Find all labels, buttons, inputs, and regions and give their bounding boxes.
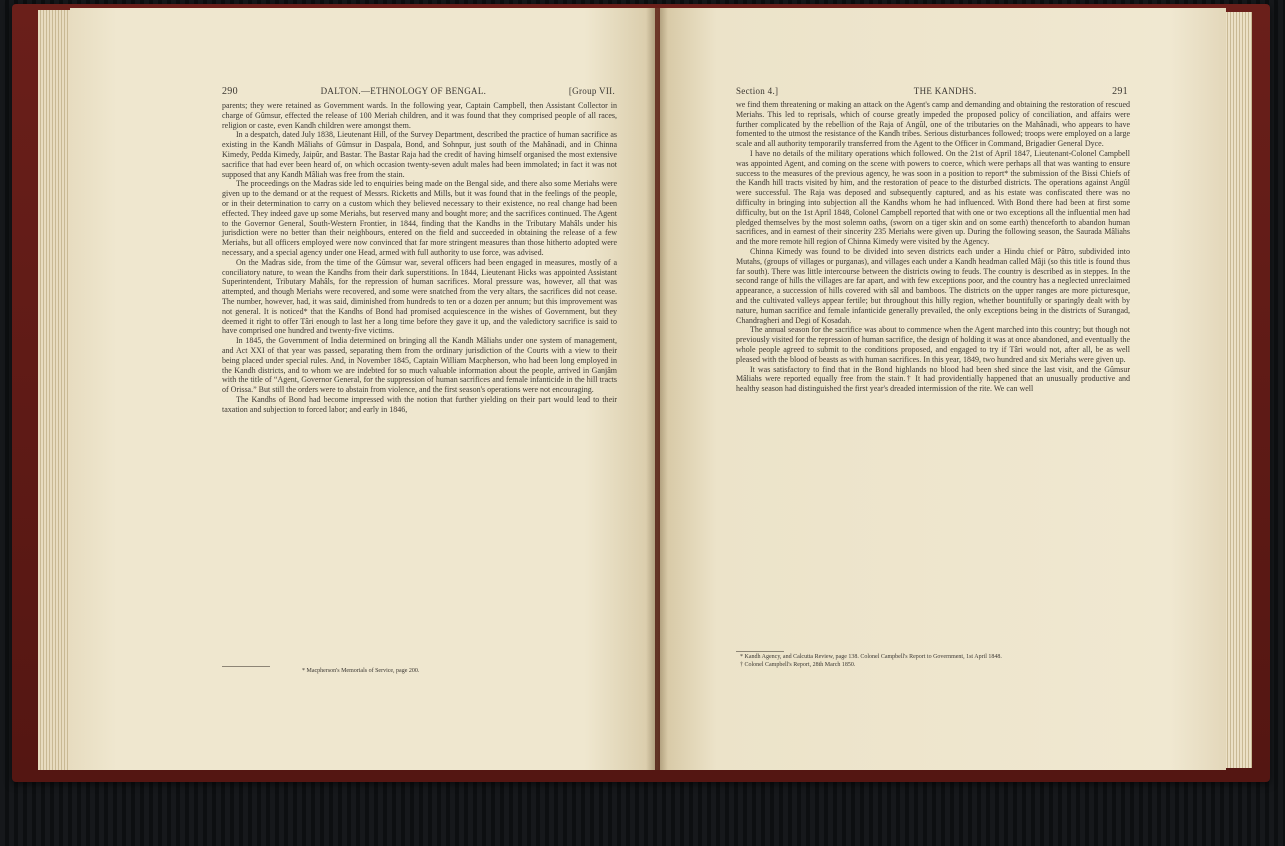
paragraph: It was satisfactory to find that in the Bond highlands no blood had been shed since the last visit, and the Gûmsur Mâliahs were reported equally free from the stain.† It had providentially happened that an unusually productive and healthy season had distinguished the first year's dreaded intermission of the rite. We can well: [736, 364, 1130, 394]
right-running-header: [736, 86, 1128, 97]
left-page-number: 290: [222, 86, 238, 97]
left-section-tag: [Group VII.: [568, 86, 615, 96]
footnote: * Kandh Agency, and Calcutta Review, page 138. Colonel Campbell's Report to Government, 1st April 1848.: [740, 654, 1002, 660]
book-gutter: [646, 8, 668, 770]
footnote-rule: [222, 666, 270, 667]
paragraph: On the Madras side, from the time of the Gûmsur war, several officers had been engaged in measures, mostly of a conciliatory nature, to wean the Kandhs from their dark superstitions. In 1844, Lieutenant Hicks was appointed Assistant Superintendent, Tributary Mahâls, for the repression of human sacrifices. Moral pressure was, however, all that was attempted, and though Meriahs were recovered, and some were snatched from the very altars, the sacrifices did not cease. The number, however, had, it was said, diminished from hundreds to ten or a dozen per annum; but this improvement was not general. It is noticed* that the Kandhs of Bond had promised acquiescence in the wishes of Government, but they deemed it right to offer Târi enough to last her a long time before they gave it up, and the valedictory sacrifice is said to have comprised one hundred and twenty-five victims.: [222, 257, 617, 336]
paragraph: The annual season for the sacrifice was about to commence when the Agent marched into this country; but though not previously visited for the repression of human sacrifice, the design of holding it was at once abandoned, and eventually the whole people agreed to submit to the conditions proposed, and engaged to try if Târi would not, after all, be as well pleased with the blood of beasts as with human sacrifices. In this year, 1849, two hundred and six Meriahs were given up.: [736, 325, 1130, 364]
right-body-text: [736, 100, 1130, 660]
footnote: * Macpherson's Memorials of Service, page 200.: [302, 668, 420, 674]
paragraph: In 1845, the Government of India determined on bringing all the Kandh Mâliahs under one system of management, and Act XXI of that year was passed, separating them from the ordinary jurisdiction of the Courts with a view to their being placed under special rules. And, in November 1845, Captain William Macpherson, who had been long employed in the Kandh districts, and to whom we are indebted for so much valuable information about the people, arrived in Ganjâm with the title of “Agent, Governor General, for the suppression of human sacrifices and female infanticide in the hill tracts of Orissa.” But still the orders were to abstain from violence, and the first season's operations were not encouraging.: [222, 336, 617, 395]
paragraph: Chinna Kimedy was found to be divided into seven districts each under a Hindu chief or Pâtro, subdivided into Mutahs, (groups of villages or purganas), and villages each under a Kandh headman called Mâji (so this title is found thus far south). There was little intercourse between the districts owing to feuds. The country is described as in steppes. In the second range of hills the villages are far apart, and with few exceptions poor, and the country has a neglected unreclaimed appearance, a succession of hills covered with sâl and bamboos. The districts on the upper ranges are more picturesque, and the cultivated valleys appear fertile; but throughout this hilly region, whether bountifully or sparingly dealt with by nature, human sacrifice and female infanticide generally prevailed, the only exceptions being in the districts of Surangad, Chandragheri and Degi of Kosadah.: [736, 246, 1130, 325]
right-section-tag: Section 4.]: [736, 86, 779, 96]
page-edges-left: [38, 10, 72, 770]
right-page-number: 291: [1112, 86, 1128, 97]
left-running-header: [222, 86, 615, 97]
right-running-head: THE KANDHS.: [913, 86, 977, 96]
footnote-rule: [736, 651, 784, 652]
paragraph: I have no details of the military operations which followed. On the 21st of April 1847, Lieutenant-Colonel Campbell was appointed Agent, and coming on the scene with powers to coerce, which were perhaps all that was wanting to ensure success to the measures of the previous agency, he was soon in a position to report* the submission of the Bissi Chiefs of the Kandh hill tracts visited by him, and the restoration of peace to the disturbed districts. The operations against Angûl were successful. The Raja was deposed and subsequently captured, and as his estate was confiscated there was no difficulty in bringing into subjection all the Kandhs whom he had influenced. With Bond there had been at first some difficulty, but on the 1st April 1848, Colonel Campbell reported that with one or two exceptions all the influential men had pledged themselves by the most solemn oaths, (sworn on a tiger skin and on some earth) thenceforth to abandon human sacrifices, and in earnest of their sincerity 235 Meriahs were given up. During the following season, the Saurada Mâliahs and the more remote hill region of Chinna Kimedy were visited by the Agency.: [736, 148, 1130, 247]
paragraph: parents; they were retained as Government wards. In the following year, Captain Campbell, then Assistant Collector in charge of Gûmsur, effected the release of 100 Meriah children, and it was found that they comprised people of all races, religion or caste, even Kandh children were amongst them.: [222, 101, 617, 130]
left-footnotes: [302, 668, 615, 676]
paragraph: we find them threatening or making an attack on the Agent's camp and demanding and obtaining the restoration of rescued Meriahs. This led to reprisals, which of course greatly impeded the proposed policy of conciliation, and affairs were further complicated by the rebellion of the Raja of Angûl, one of the tributaries on the Mahânadi, who appears to have fomented to the utmost the resistance of the Kandh tribes. Serious disturbances followed; troops were employed on a large scale and all authority temporarily transferred from the Agent to the Officer in Command, Brigadier General Dyce.: [736, 100, 1130, 149]
right-footnotes: [740, 654, 1130, 669]
footnote: † Colonel Campbell's Report, 28th March 1850.: [740, 661, 856, 668]
paragraph: In a despatch, dated July 1838, Lieutenant Hill, of the Survey Department, described the practice of human sacrifice as existing in the Kandh Mâliahs of Gûmsur in Daspala, Bond, and Sohnpur, just south of the Mahânadi, and in Chinna Kimedy, Pedda Kimedy, Jaipûr, and Bastar. The Bastar Raja had the credit of having himself organised the most extensive sacrifice that had ever been heard of, on which occasion twenty-seven adult males had been immolated; in fact it was not supposed that any Kandh Mâliah was free from the stain.: [222, 130, 617, 179]
left-page: [70, 8, 655, 770]
left-running-head: DALTON.—ETHNOLOGY OF BENGAL.: [320, 86, 487, 96]
paragraph: The proceedings on the Madras side led to enquiries being made on the Bengal side, and there also some Meriahs were given up to the demand or at the request of Messrs. Ricketts and Mills, but it was found that in the feelings of the people, or in their determination to carry on a custom which they believed necessary to their existence, no real change had been effected. They indeed gave up some Meriahs, but reserved many and bought more; and the sacrifices continued. The Agent to the Governor General, South-Western Frontier, in 1844, finding that the Kandhs in the Tributary Mahâls under his jurisdiction were no better than their neighbours, entered on the field and succeeded in obtaining the release of a few Meriahs, but all officers employed were now convinced that far more stringent measures than those hitherto adopted were necessary, and a special agency under one Head, armed with full authority to use force, was advised.: [222, 179, 617, 257]
paragraph: The Kandhs of Bond had become impressed with the notion that further yielding on their part would lead to their taxation and subjection to forced labor; and early in 1846,: [222, 394, 617, 414]
left-body-text: [222, 101, 617, 661]
right-page: [660, 8, 1226, 770]
page-edges-right: [1224, 12, 1252, 768]
